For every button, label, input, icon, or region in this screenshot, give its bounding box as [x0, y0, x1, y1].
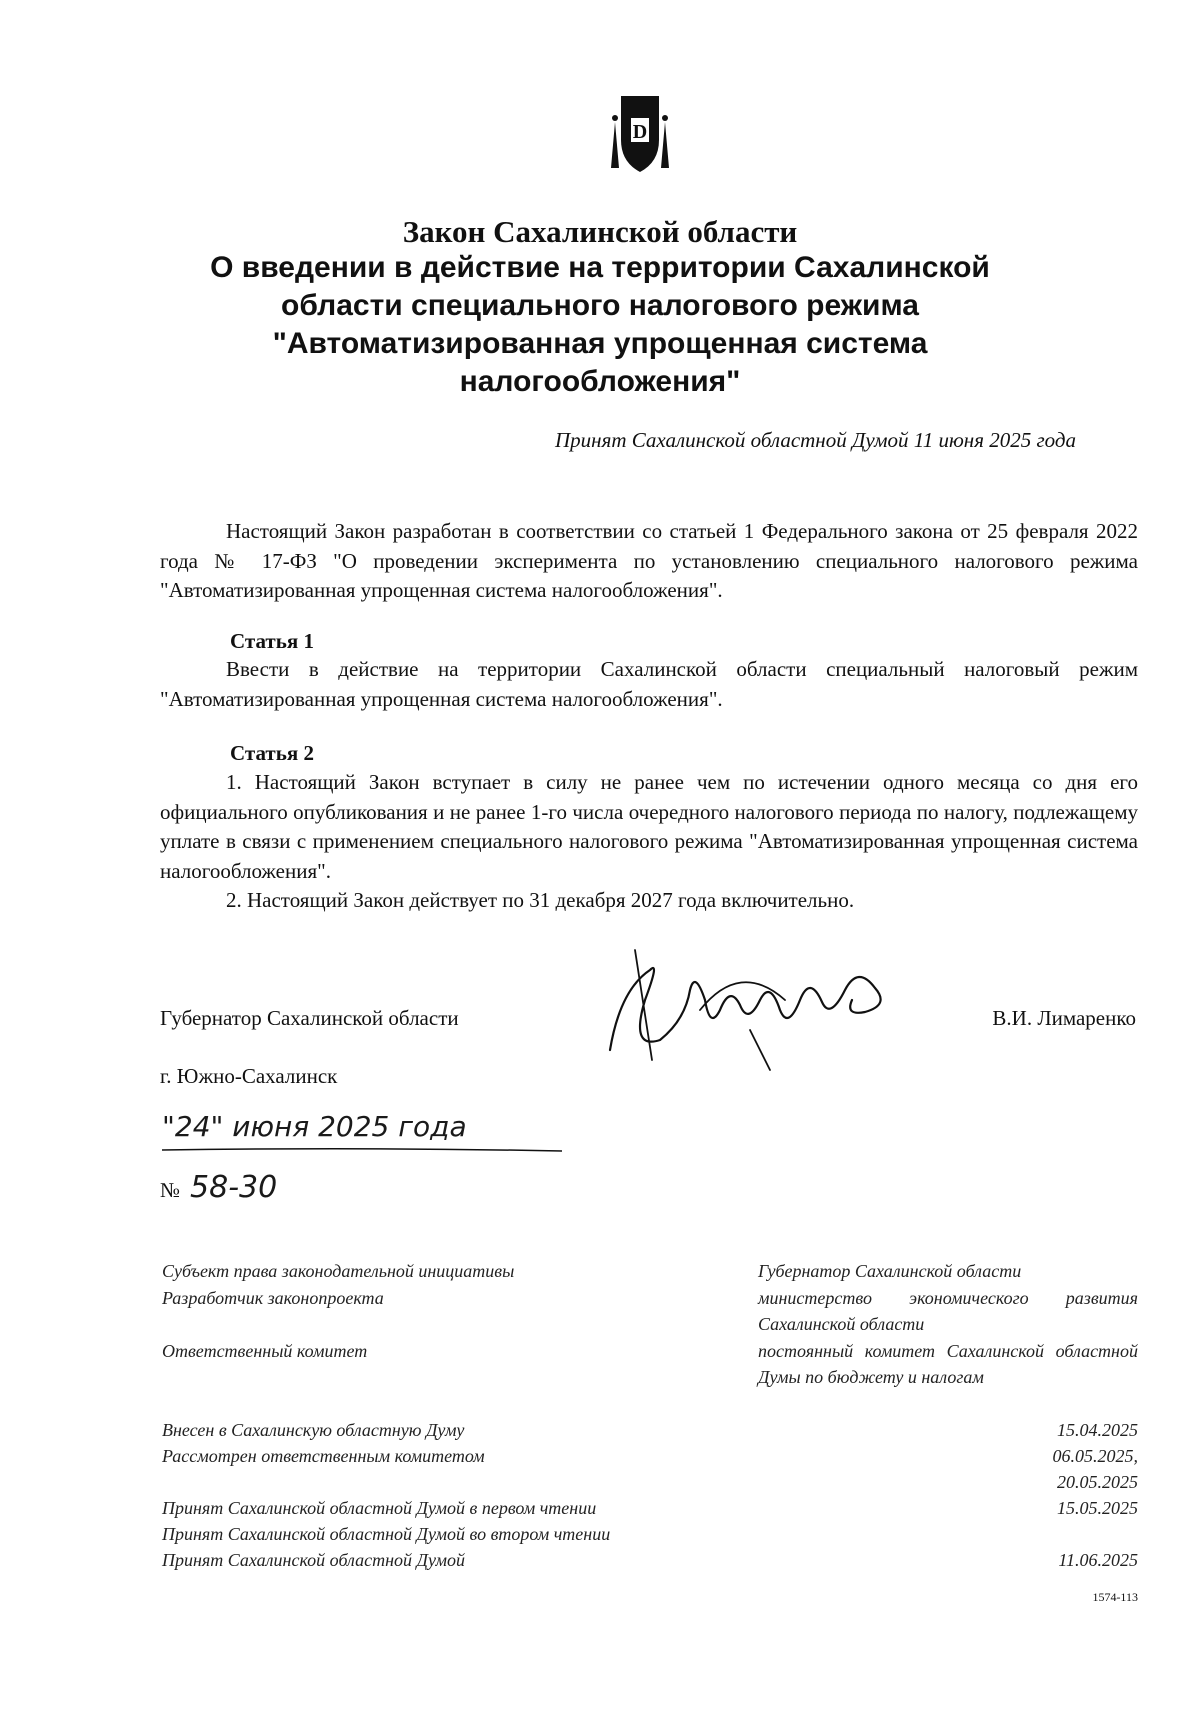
second-reading-label: Принят Сахалинской областной Думой во втором чтении [162, 1524, 611, 1544]
law-subject-line-1: О введении в действие на территории Сахалинской [210, 251, 990, 284]
coat-of-arms-icon [605, 92, 675, 176]
handwritten-number: 58-30 [190, 1170, 278, 1205]
law-subject-line-4: налогообложения" [459, 365, 741, 398]
handwritten-date: "24" июня 2025 года [162, 1110, 467, 1143]
city-label: г. Южно-Сахалинск [160, 1064, 338, 1088]
article-1-text: Ввести в действие на территории Сахалинской области специальный налоговый режим "Автоматизированная упрощенная система налогообложения". [160, 657, 1138, 711]
committee-label: Ответственный комитет [162, 1341, 368, 1361]
document-code: 1574-113 [1092, 1590, 1138, 1604]
law-subject-line-2: области специального налогового режима [281, 289, 919, 322]
first-reading-label: Принят Сахалинской областной Думой в первом чтении [162, 1498, 597, 1518]
law-title: Закон Сахалинской области [402, 214, 798, 249]
law-number [160, 1170, 277, 1205]
article-2-heading: Статья 2 [230, 741, 314, 765]
first-reading-date: 15.05.2025 [1057, 1498, 1138, 1518]
governor-signature [590, 930, 910, 1080]
submitted-date: 15.04.2025 [1057, 1420, 1138, 1440]
initiative-value: Губернатор Сахалинской области [758, 1261, 1022, 1281]
committee-value: постоянный комитет Сахалинской областной Думы по бюджету и налогам [758, 1341, 1138, 1387]
article-2-paragraph-2: 2. Настоящий Закон действует по 31 декабря 2027 года включительно. [226, 888, 855, 912]
article-2-paragraph-1: 1. Настоящий Закон вступает в силу не ранее чем по истечении одного месяца со дня его официального опубликования и не ранее 1-го числа очередного налогового периода по налогу, подлежащему уплате в связи с применением специального налогового режима "Автоматизированная упрощенная система налогообложения". [160, 770, 1138, 883]
reviewed-date-2: 20.05.2025 [1057, 1472, 1138, 1492]
svg-text:D: D [632, 121, 648, 143]
reviewed-date-1: 06.05.2025, [1052, 1446, 1138, 1466]
governor-label: Губернатор Сахалинской области [160, 1006, 459, 1030]
submitted-label: Внесен в Сахалинскую областную Думу [162, 1420, 465, 1440]
article-1-heading: Статья 1 [230, 629, 314, 653]
law-subject-line-3: "Автоматизированная упрощенная система [272, 327, 928, 360]
reviewed-label: Рассмотрен ответственным комитетом [162, 1446, 485, 1466]
date-underline [162, 1146, 562, 1154]
governor-name: В.И. Лимаренко [992, 1006, 1136, 1030]
final-adoption-label: Принят Сахалинской областной Думой [162, 1550, 466, 1570]
number-prefix: № [160, 1178, 181, 1202]
developer-label: Разработчик законопроекта [162, 1288, 384, 1308]
preamble-paragraph: Настоящий Закон разработан в соответствии со статьей 1 Федерального закона от 25 февраля 2022 года № 17-ФЗ "О проведении эксперимента по установлению специального налогового режима "Автоматизированная упрощенная система налогообложения". [160, 519, 1138, 602]
developer-value: министерство экономического развития Сахалинской области [758, 1288, 1138, 1334]
initiative-label: Субъект права законодательной инициативы [162, 1261, 515, 1281]
adopted-note: Принят Сахалинской областной Думой 11 июня 2025 года [555, 428, 1076, 452]
final-adoption-date: 11.06.2025 [1058, 1550, 1138, 1570]
